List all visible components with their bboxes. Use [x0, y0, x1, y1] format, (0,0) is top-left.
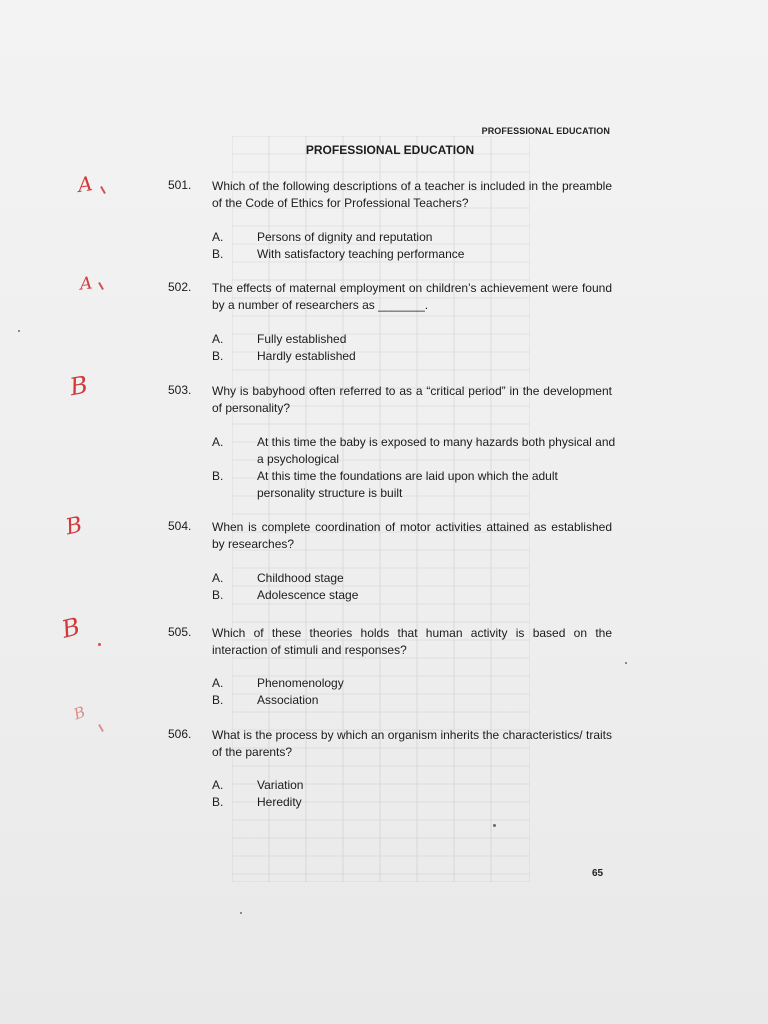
handwritten-answer-mark: B	[67, 370, 90, 402]
question-stem: Which of these theories holds that human activity is based on the interaction of stimuli and responses?	[212, 626, 612, 657]
option-text: Heredity	[257, 795, 302, 809]
question-stem: When is complete coordination of motor activities attained as established by researches?	[212, 520, 612, 551]
option-letter: B.	[212, 247, 224, 261]
option-letter: A.	[212, 571, 224, 585]
handwritten-answer-mark: A	[78, 273, 94, 295]
question-stem: Which of the following descriptions of a teacher is included in the preamble of the Code of Ethics for Professional Teachers?	[212, 179, 612, 210]
question-number: 506.	[168, 727, 192, 741]
question-number: 502.	[168, 280, 192, 294]
question-number: 503.	[168, 383, 192, 397]
pen-dot	[98, 643, 101, 646]
option-letter: A.	[212, 778, 224, 792]
question-stem: The effects of maternal employment on children’s achievement were found by a number of researchers as _______.	[212, 281, 612, 312]
question-number: 504.	[168, 519, 192, 533]
option-letter: B.	[212, 693, 224, 707]
option-text: Variation	[257, 778, 304, 792]
page-number: 65	[592, 868, 604, 879]
page-title: PROFESSIONAL EDUCATION	[305, 143, 475, 157]
option-text: Phenomenology	[257, 676, 344, 690]
question-stem: What is the process by which an organism inherits the characteristics/ traits of the parents?	[212, 728, 612, 759]
option-letter: B.	[212, 349, 224, 363]
running-head: PROFESSIONAL EDUCATION	[481, 126, 610, 136]
option-letter: A.	[212, 435, 224, 449]
option-text: Fully established	[257, 332, 347, 346]
option-text: Hardly established	[257, 349, 356, 363]
option-letter: B.	[212, 469, 224, 483]
handwritten-answer-mark: A	[76, 171, 95, 197]
option-text: Childhood stage	[257, 571, 344, 585]
option-text: Persons of dignity and reputation	[257, 230, 433, 244]
option-text: Association	[257, 693, 319, 707]
question-number: 505.	[168, 625, 192, 639]
scan-speck	[18, 330, 20, 332]
option-letter: B.	[212, 795, 224, 809]
pen-tick-mark	[98, 724, 104, 732]
scan-speck	[493, 824, 496, 827]
question-number: 501.	[168, 178, 192, 192]
scan-speck	[240, 912, 242, 914]
pen-tick-mark	[100, 186, 106, 194]
option-text: At this time the foundations are laid upon which the adult personality structure is built	[257, 469, 558, 500]
option-letter: B.	[212, 588, 224, 602]
option-letter: A.	[212, 230, 224, 244]
handwritten-answer-mark: B	[71, 702, 88, 724]
option-text: At this time the baby is exposed to many hazards both physical and a psychological	[257, 435, 616, 466]
option-text: Adolescence stage	[257, 588, 359, 602]
scan-speck	[625, 662, 627, 664]
pen-tick-mark	[98, 282, 104, 290]
handwritten-answer-mark: B	[58, 612, 83, 644]
option-letter: A.	[212, 676, 224, 690]
option-letter: A.	[212, 332, 224, 346]
question-stem: Why is babyhood often referred to as a “critical period” in the development of personality?	[212, 384, 612, 415]
option-text: With satisfactory teaching performance	[257, 247, 465, 261]
handwritten-answer-mark: B	[63, 512, 85, 541]
